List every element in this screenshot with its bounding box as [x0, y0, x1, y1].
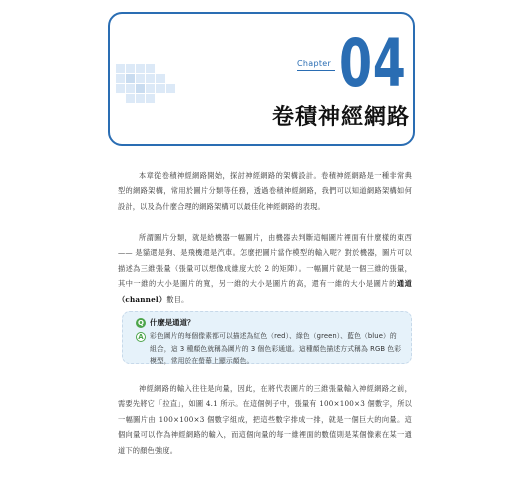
decorative-blocks	[116, 64, 196, 108]
chapter-label-underline	[297, 70, 335, 71]
paragraph-text: 所謂圖片分類，就是給機器一幅圖片，由機器去判斷這幅圖片裡面有什麼樣的東西 —— 是貓還是狗、是飛機還是汽車。怎麼把圖片當作模型的輸入呢？對於機器，圖片可以描述為三維張量（張量可以想像成維度大於 2 的矩陣）。一幅圖片就是一個三維的張量，其中一維的大小是圖片的寬，另一維的大小是圖片的高，還有一維的大小是圖片的	[118, 233, 412, 289]
image-classification-paragraph	[118, 230, 412, 307]
chapter-number: 04	[339, 25, 407, 102]
qa-answer: 彩色圖片的每個像素都可以描述為紅色（red）、綠色（green）、藍色（blue）的組合，這 3 種顏色就稱為圖片的 3 個色彩通道。這種顏色描述方式稱為 RGB 色彩模型，常用於在螢幕上顯示顏色。	[150, 332, 402, 365]
paragraph-text-end: 數目。	[166, 294, 189, 304]
chapter-title: 卷積神經網路	[271, 105, 410, 130]
channel-term: 通道（channel）	[118, 279, 412, 304]
answer-icon: A	[136, 332, 146, 342]
intro-paragraph: 本章從卷積神經網路開始，探討神經網路的架構設計。卷積神經網路是一種非常典型的網路架構，常用於圖片分類等任務，透過卷積神經網路，我們可以知道網路架構如何設計，以及為什麼合理的網路架構可以最佳化神經網路的表現。	[118, 171, 412, 211]
flatten-paragraph: 神經網路的輸入往往是向量，因此，在將代表圖片的三維張量輸入神經網路之前，需要先將它「拉直」，如圖 4.1 所示。在這個例子中，張量有 100×100×3 個數字，所以一幅圖片由 100×100×3 個數字組成，把這些數字排成一排，就是一個巨大的向量。這個向量可以作為神經網路的輸入，而這個向量的每一維裡面的數值則是某個像素在某一通道下的顏色強度。	[118, 384, 412, 455]
question-icon: Q	[136, 318, 146, 328]
chapter-label: Chapter	[297, 59, 332, 68]
qa-question: 什麼是通道？	[150, 318, 195, 327]
